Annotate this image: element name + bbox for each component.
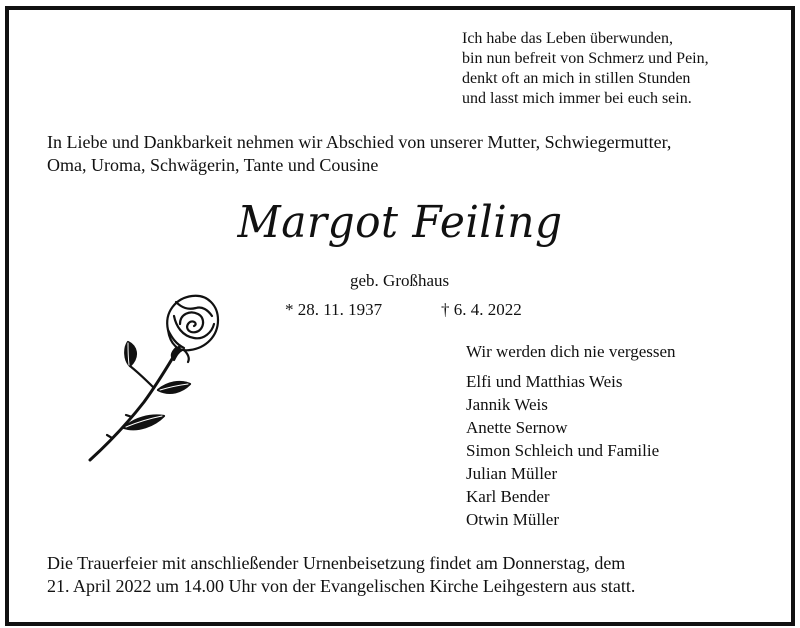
mourner-name: Elfi und Matthias Weis: [466, 372, 623, 391]
mourner-name: Anette Sernow: [466, 418, 568, 437]
mourner-name: Otwin Müller: [466, 510, 560, 529]
mourners-heading: Wir werden dich nie vergessen: [466, 342, 676, 361]
intro-line: Oma, Uroma, Schwägerin, Tante und Cousine: [47, 155, 379, 175]
poem-line: bin nun befreit von Schmerz und Pein,: [462, 50, 709, 67]
rose-icon: [72, 290, 222, 465]
mourner-name: Jannik Weis: [466, 395, 548, 414]
poem-line: Ich habe das Leben überwunden,: [462, 30, 674, 47]
intro-line: In Liebe und Dankbarkeit nehmen wir Abschied von unserer Mutter, Schwiegermutter,: [47, 132, 672, 152]
mourner-name: Julian Müller: [466, 464, 558, 483]
deceased-name: Margot Feiling: [237, 197, 563, 248]
funeral-service-notice: [47, 552, 777, 598]
poem-line: und lasst mich immer bei euch sein.: [462, 90, 692, 107]
birth-date: * 28. 11. 1937: [285, 300, 383, 319]
poem-line: denkt oft an mich in stillen Stunden: [462, 70, 691, 87]
mourner-name: Simon Schleich und Familie: [466, 441, 660, 460]
poem: [462, 29, 762, 109]
mourners: [466, 341, 786, 531]
service-line: 21. April 2022 um 14.00 Uhr von der Evangelischen Kirche Leihgestern aus statt.: [47, 576, 636, 596]
service-line: Die Trauerfeier mit anschließender Urnenbeisetzung findet am Donnerstag, dem: [47, 553, 626, 573]
maiden-name: geb. Großhaus: [350, 271, 450, 290]
farewell-intro: [47, 131, 767, 177]
mourner-name: Karl Bender: [466, 487, 550, 506]
death-date: † 6. 4. 2022: [441, 300, 522, 319]
